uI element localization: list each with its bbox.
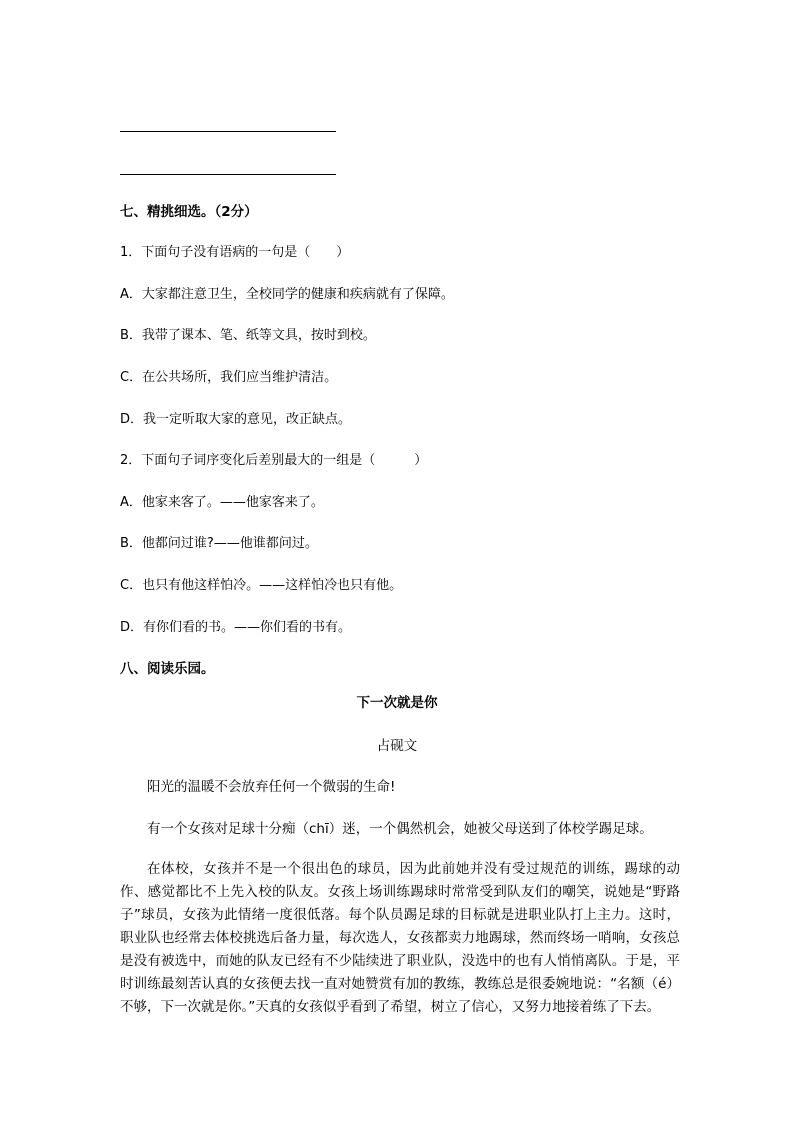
question-1-option-a: A．大家都注意卫生，全校同学的健康和疾病就有了保障。	[120, 287, 454, 302]
article-paragraph-3: 在体校，女孩并不是一个很出色的球员，因为此前她并没有受过规范的训练，踢球的动作、感觉都比不上先入校的队友。女孩上场训练踢球时常常受到队友们的嘲笑，说她是“野路子”球员，女孩为此情绪一度很低落。每个队员踢足球的目标就是进职业队打上主力。这时，职业队也经常去体校挑选后备力量，每次选人，女孩都卖力地踢球，然而终场一哨响，女孩总是没有被选中，而她的队友已经有不少陆续进了职业队，没选中的也有人悄悄离队。于是，平时训练最刻苦认真的女孩便去找一直对她赞赏有加的教练，教练总是很委婉地说：“名额（é）不够，下一次就是你。”天真的女孩似乎看到了希望，树立了信心，又努力地接着练了下去。	[120, 861, 680, 1015]
answer-blank-line-1	[120, 131, 336, 132]
section-8-title: 八、阅读乐园。	[120, 661, 215, 677]
question-2-stem: 2．下面句子词序变化后差别最大的一组是（ ）	[120, 453, 428, 468]
question-1-option-c: C．在公共场所，我们应当维护清洁。	[120, 370, 338, 385]
question-2-option-b: B．他都问过谁?——他谁都问过。	[120, 536, 318, 551]
question-1-option-b: B．我带了课本、笔、纸等文具，按时到校。	[120, 328, 376, 343]
question-1-option-d: D．我一定听取大家的意见，改正缺点。	[120, 412, 352, 427]
article-title: 下一次就是你	[356, 695, 438, 711]
question-2-option-c: C．也只有他这样怕冷。——这样怕冷也只有他。	[120, 578, 403, 593]
section-7-title: 七、精挑细选。（2分）	[120, 204, 258, 220]
article-paragraph-2: 有一个女孩对足球十分痴（chī）迷，一个偶然机会，她被父母送到了体校学踢足球。	[147, 821, 653, 837]
answer-blank-line-2	[120, 174, 336, 175]
article-paragraph-1: 阳光的温暖不会放弃任何一个微弱的生命!	[147, 779, 396, 795]
article-author: 占砚文	[376, 738, 418, 754]
question-2-option-a: A．他家来客了。——他家客来了。	[120, 495, 324, 510]
question-2-option-d: D．有你们看的书。——你们看的书有。	[120, 620, 352, 635]
question-1-stem: 1．下面句子没有语病的一句是（ ）	[120, 245, 350, 260]
